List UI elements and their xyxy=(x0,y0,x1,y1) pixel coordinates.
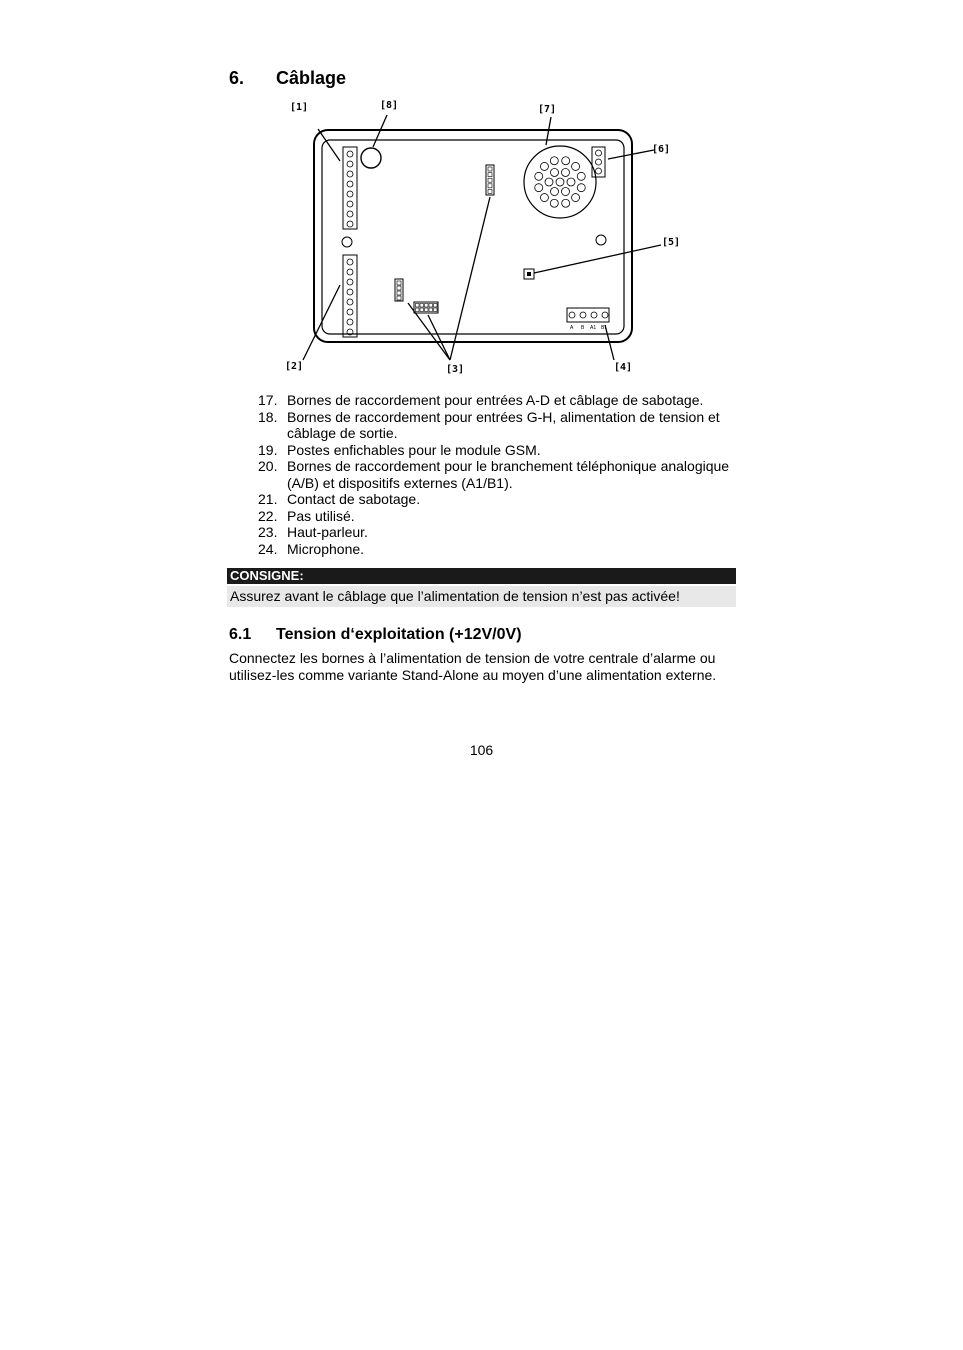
speaker xyxy=(524,146,596,218)
speaker-hole xyxy=(550,157,558,165)
connector-pin xyxy=(420,304,424,308)
terminal-label-b: B xyxy=(581,325,585,331)
list-item xyxy=(258,392,738,409)
speaker-hole xyxy=(551,168,559,176)
callout-4: [4] xyxy=(614,362,633,373)
gsm-connector-left xyxy=(395,279,403,301)
connector-pin xyxy=(488,167,492,171)
speaker-hole xyxy=(577,172,585,180)
section-title: Câblage xyxy=(276,68,347,88)
terminal-screw xyxy=(347,161,353,167)
terminal-screw xyxy=(347,269,353,275)
list-item-text: Bornes de raccordement pour entrées A-D et câblage de sabotage. xyxy=(287,392,704,408)
list-item-text: Haut-parleur. xyxy=(287,524,368,540)
list-item xyxy=(258,524,738,541)
callout-8: [8] xyxy=(380,100,399,111)
mounting-hole xyxy=(596,235,606,245)
callout-2: [2] xyxy=(285,361,304,372)
speaker-hole xyxy=(562,188,570,196)
terminal-screw xyxy=(347,191,353,197)
subsection-heading xyxy=(229,626,522,644)
terminal-screw xyxy=(347,289,353,295)
list-item-number: 21. xyxy=(258,491,278,507)
list-item xyxy=(258,491,738,508)
section-heading xyxy=(229,68,346,89)
terminal-screw xyxy=(347,279,353,285)
gsm-connector-bottom xyxy=(414,302,438,313)
connector-pin xyxy=(420,308,424,312)
terminal-screw xyxy=(347,309,353,315)
list-item-number: 20. xyxy=(258,458,278,474)
speaker-hole xyxy=(556,178,564,186)
speaker-hole xyxy=(545,178,553,186)
speaker-hole xyxy=(572,194,580,202)
component-list xyxy=(258,392,738,557)
connector-pin xyxy=(425,308,429,312)
speaker-hole xyxy=(577,184,585,192)
connector-pin xyxy=(425,304,429,308)
tamper-switch xyxy=(524,269,534,279)
speaker-hole xyxy=(550,199,558,207)
connector-pin xyxy=(488,178,492,182)
list-item-number: 19. xyxy=(258,441,278,458)
terminal-screw xyxy=(347,181,353,187)
callout-6: [6] xyxy=(652,144,671,155)
list-item-number: 23. xyxy=(258,524,278,540)
terminal-block-4 xyxy=(567,308,609,331)
connector-pin xyxy=(488,189,492,193)
connector-pin xyxy=(434,304,438,308)
subsection-paragraph: Connectez les bornes à l’alimentation de tension de votre centrale d’alarme ou utilisez-les comme variante Stand-Alone au moyen d’une alimentation externe. xyxy=(229,650,717,683)
subsection-title: Tension d‘exploitation (+12V/0V) xyxy=(276,626,522,643)
note-label: CONSIGNE: xyxy=(227,568,736,584)
list-item xyxy=(258,541,738,558)
list-item-number: 24. xyxy=(258,540,278,557)
mounting-hole xyxy=(342,237,352,247)
connector-pin xyxy=(434,308,438,312)
list-item xyxy=(258,409,738,442)
list-item-text: Bornes de raccordement pour entrées G-H, alimentation de tension et câblage de sortie. xyxy=(287,408,720,441)
callout-5: [5] xyxy=(662,237,681,248)
list-item xyxy=(258,508,738,525)
list-item-number: 18. xyxy=(258,408,278,425)
terminal-block-6 xyxy=(592,147,605,177)
connector-pin xyxy=(488,184,492,188)
speaker-hole xyxy=(562,168,570,176)
terminal-screw xyxy=(347,201,353,207)
connector-pin xyxy=(397,296,401,300)
callout-7: [7] xyxy=(538,104,557,115)
terminal-screw xyxy=(347,171,353,177)
connector-pin xyxy=(397,291,401,295)
connector-pin xyxy=(416,308,420,312)
terminal-screw xyxy=(347,299,353,305)
list-item-text: Contact de sabotage. xyxy=(287,491,421,507)
speaker-hole xyxy=(562,157,570,165)
section-number: 6. xyxy=(229,68,245,88)
wiring-diagram xyxy=(270,95,681,380)
connector-pin xyxy=(429,308,433,312)
connector-pin xyxy=(488,173,492,177)
list-item-text: Pas utilisé. xyxy=(287,507,355,524)
speaker-hole xyxy=(567,178,575,186)
callout-3: [3] xyxy=(446,364,465,375)
list-item-number: 22. xyxy=(258,507,278,524)
microphone xyxy=(361,148,381,168)
note-text: Assurez avant le câblage que l’alimentation de tension n’est pas activée! xyxy=(227,586,736,607)
list-item-text: Microphone. xyxy=(287,540,365,557)
terminal-block-2 xyxy=(343,255,357,337)
terminal-label-a: A xyxy=(570,325,574,331)
terminal-screw xyxy=(347,259,353,265)
connector-pin xyxy=(416,304,420,308)
terminal-screw xyxy=(347,151,353,157)
list-item-text: Bornes de raccordement pour le branchement téléphonique analogique (A/B) et dispositifs externes (A1/B1). xyxy=(287,458,730,491)
connector-pin xyxy=(429,304,433,308)
terminal-label-b1: B1 xyxy=(601,325,608,331)
speaker-hole xyxy=(540,162,548,170)
speaker-hole xyxy=(572,162,580,170)
list-item-text: Postes enfichables pour le module GSM. xyxy=(287,441,541,458)
callout-1: [1] xyxy=(290,102,309,113)
terminal-screw xyxy=(347,221,353,227)
speaker-hole xyxy=(535,184,543,192)
speaker-hole xyxy=(540,194,548,202)
speaker-hole xyxy=(562,199,570,207)
gsm-connector-top xyxy=(486,165,494,195)
connector-pin xyxy=(397,286,401,290)
list-item xyxy=(258,458,738,491)
terminal-label-a1: A1 xyxy=(590,325,597,331)
list-item-number: 17. xyxy=(258,392,278,408)
terminal-block-1 xyxy=(343,147,357,229)
speaker-hole xyxy=(551,188,559,196)
connector-pin xyxy=(397,281,401,285)
speaker-hole xyxy=(535,172,543,180)
list-item xyxy=(258,442,738,459)
subsection-number: 6.1 xyxy=(229,626,252,643)
terminal-screw xyxy=(347,211,353,217)
page-number: 106 xyxy=(469,742,494,758)
terminal-screw xyxy=(347,319,353,325)
